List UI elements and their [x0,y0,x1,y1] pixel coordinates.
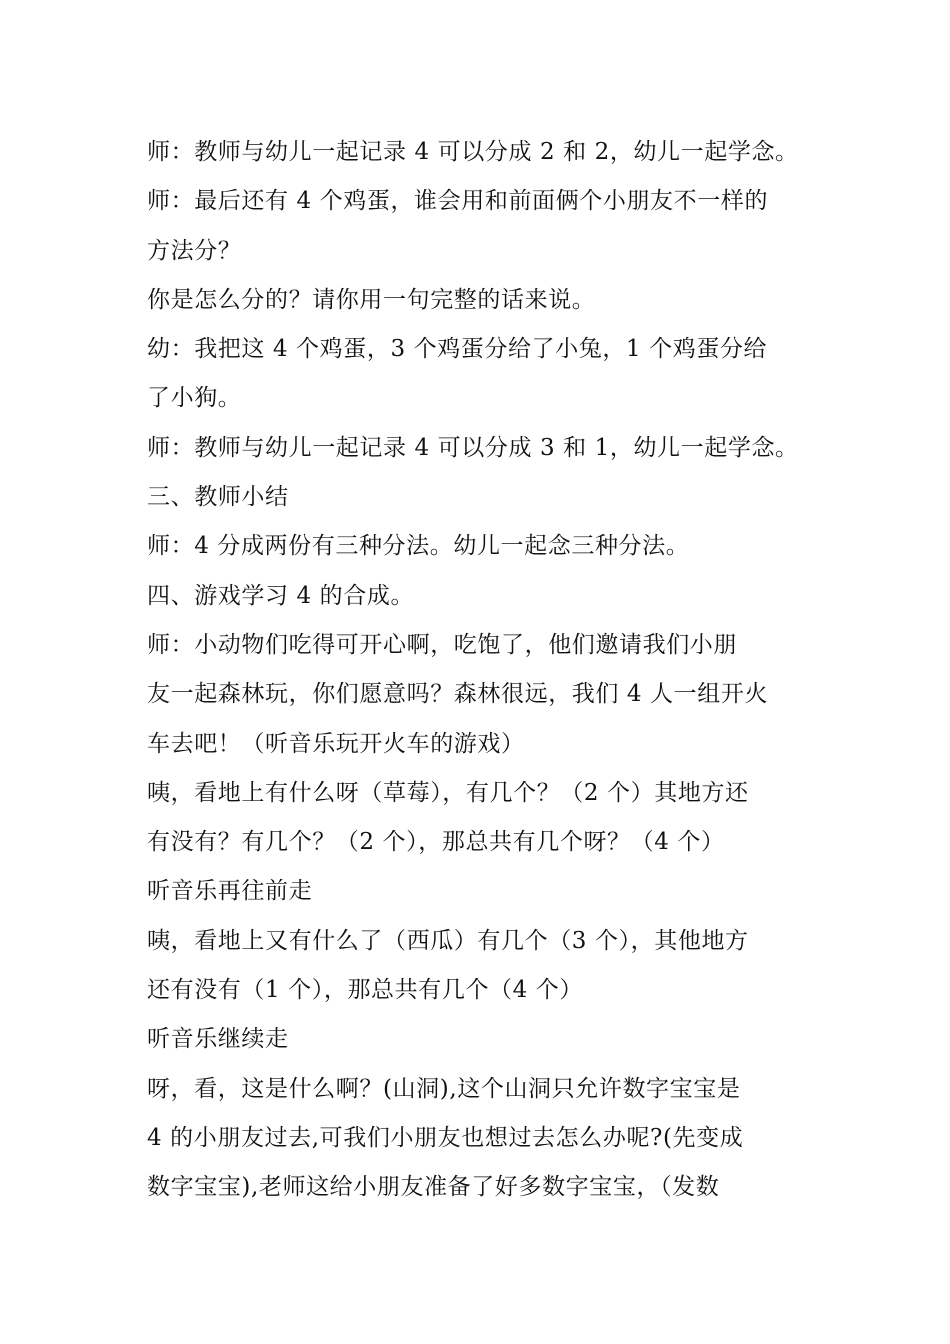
text-line: 友一起森林玩，你们愿意吗？森林很远，我们 4 人一组开火 [147,681,769,708]
text-line: 还有没有（1 个），那总共有几个（4 个） [147,977,583,1004]
text-line: 方法分？ [147,237,242,264]
text-line: 师：最后还有 4 个鸡蛋，谁会用和前面俩个小朋友不一样的 [147,188,769,215]
text-line: 幼：我把这 4 个鸡蛋，3 个鸡蛋分给了小兔，1 个鸡蛋分给 [147,336,768,363]
text-line: 车去吧！（听音乐玩开火车的游戏） [147,730,525,757]
text-line: 数字宝宝),老师这给小朋友准备了好多数字宝宝，（发数 [147,1174,720,1201]
text-line: 有没有？有几个？（2 个），那总共有几个呀？（4 个） [147,829,725,856]
text-line: 你是怎么分的？请你用一句完整的话来说。 [147,286,596,313]
text-line: 咦，看地上又有什么了（西瓜）有几个（3 个），其他地方 [147,927,749,954]
text-line: 了小狗。 [147,385,242,412]
text-line: 呀，看，这是什么啊？(山洞),这个山洞只允许数字宝宝是 [147,1075,741,1102]
section-heading: 三、教师小结 [147,484,289,511]
section-heading: 四、游戏学习 4 的合成。 [147,582,415,609]
text-line: 师：教师与幼儿一起记录 4 可以分成 2 和 2，幼儿一起学念。 [147,139,799,165]
text-line: 师：教师与幼儿一起记录 4 可以分成 3 和 1，幼儿一起学念。 [147,434,799,461]
text-line: 4 的小朋友过去,可我们小朋友也想过去怎么办呢?(先变成 [147,1124,744,1151]
text-line: 咦，看地上有什么呀（草莓），有几个？（2 个）其地方还 [147,779,749,806]
text-line: 师：小动物们吃得可开心啊，吃饱了，他们邀请我们小朋 [147,631,737,658]
text-line: 听音乐继续走 [147,1026,289,1053]
text-line: 听音乐再往前走 [147,878,313,905]
document-body [147,128,827,1213]
text-line: 师：4 分成两份有三种分法。幼儿一起念三种分法。 [147,533,690,560]
